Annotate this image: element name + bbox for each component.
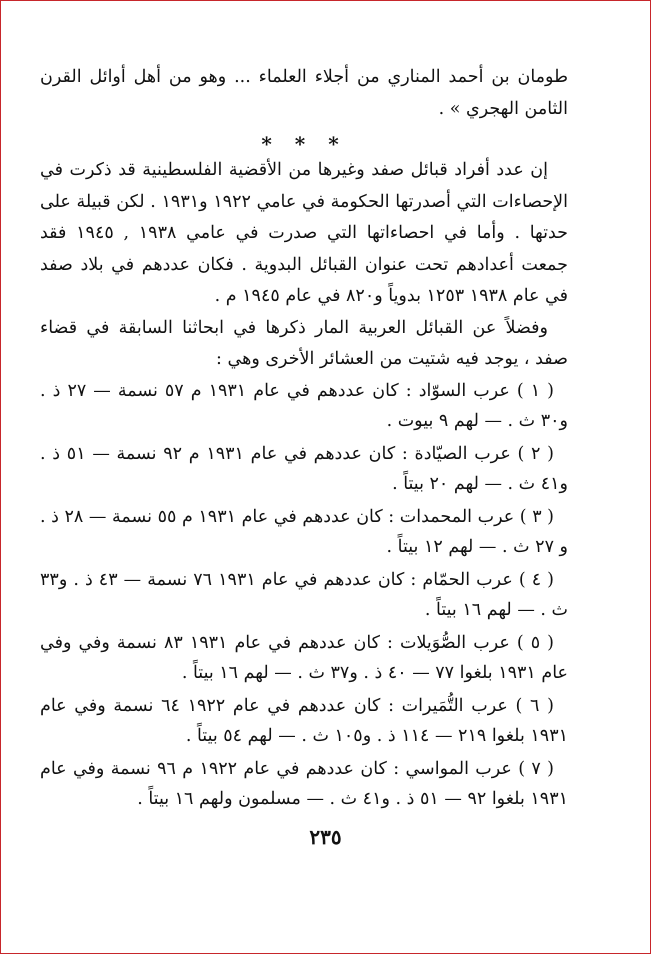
list-item: ( ١ ) عرب السوّاد : كان عددهم في عام ١٩٣١ م ٥٧ نسمة — ٢٧ ذ . و٣٠ ث . — لهم ٩ بيوت .	[40, 380, 568, 431]
list-item: ( ٦ ) عرب التُّمَيرات : كان عددهم في عام ١٩٢٢ ٦٤ نسمة وفي عام ١٩٣١ بلغوا ٢١٩ — ١١٤ ذ . و١٠٥ ث . — لهم ٥٤ بيتاً .	[40, 695, 568, 746]
census-paragraph: إن عدد أفراد قبائل صفد وغيرها من الأقضية الفلسطينية قد ذكرت في الإحصاءات التي أصدرتها الحكومة في عامي ١٩٢٢ و١٩٣١ . لكن قبيلة على حدتها . وأما في احصاءاتها التي صدرت في عامي ١٩٣٨ , ١٩٤٥ فقد جمعت أعدادهم تحت عنوان القبائل البدوية . فكان عددهم في بلاد صفد في عام ١٩٣٨ ١٢٥٣ بدوياً و٨٢٠ في عام ١٩٤٥ م .	[40, 160, 569, 306]
list-item: ( ٧ ) عرب المواسي : كان عددهم في عام ١٩٢٢ م ٩٦ نسمة وفي عام ١٩٣١ بلغوا ٩٢ — ٥١ ذ . و٤١ ث . — مسلمون ولهم ١٦ بيتاً .	[40, 758, 568, 809]
section-separator: * * *	[261, 132, 347, 156]
list-item: ( ٤ ) عرب الحمّام : كان عددهم في عام ١٩٣١ ٧٦ نسمة — ٤٣ ذ . و٣٣ ث . — لهم ١٦ بيتاً .	[40, 569, 568, 620]
list-intro-paragraph: وفضلاً عن القبائل العربية المار ذكرها في ابحاثنا السابقة في قضاء صفد ، يوجد فيه شتيت من العشائر الأخرى وهي :	[40, 317, 568, 369]
list-item: ( ٢ ) عرب الصيّادة : كان عددهم في عام ١٩٣١ م ٩٢ نسمة — ٥١ ذ . و٤١ ث . — لهم ٢٠ بيتاً .	[40, 443, 568, 494]
page-number: ٢٣٥	[309, 825, 342, 849]
opening-paragraph: طومان بن أحمد المناري من أجلاء العلماء ... وهو من أهل أوائل القرن الثامن الهجري » .	[40, 67, 568, 119]
page-body	[40, 62, 568, 817]
list-item: ( ٥ ) عرب الصُّوَيلات : كان عددهم في عام ١٩٣١ ٨٣ نسمة وفي وفي عام ١٩٣١ بلغوا ٧٧ — ٤٠ ذ . و٣٧ ث . — لهم ١٦ بيتاً .	[40, 632, 568, 683]
list-item: ( ٣ ) عرب المحمدات : كان عددهم في عام ١٩٣١ م ٥٥ نسمة — ٢٨ ذ . و ٢٧ ث . — لهم ١٢ بيتاً .	[40, 506, 568, 557]
